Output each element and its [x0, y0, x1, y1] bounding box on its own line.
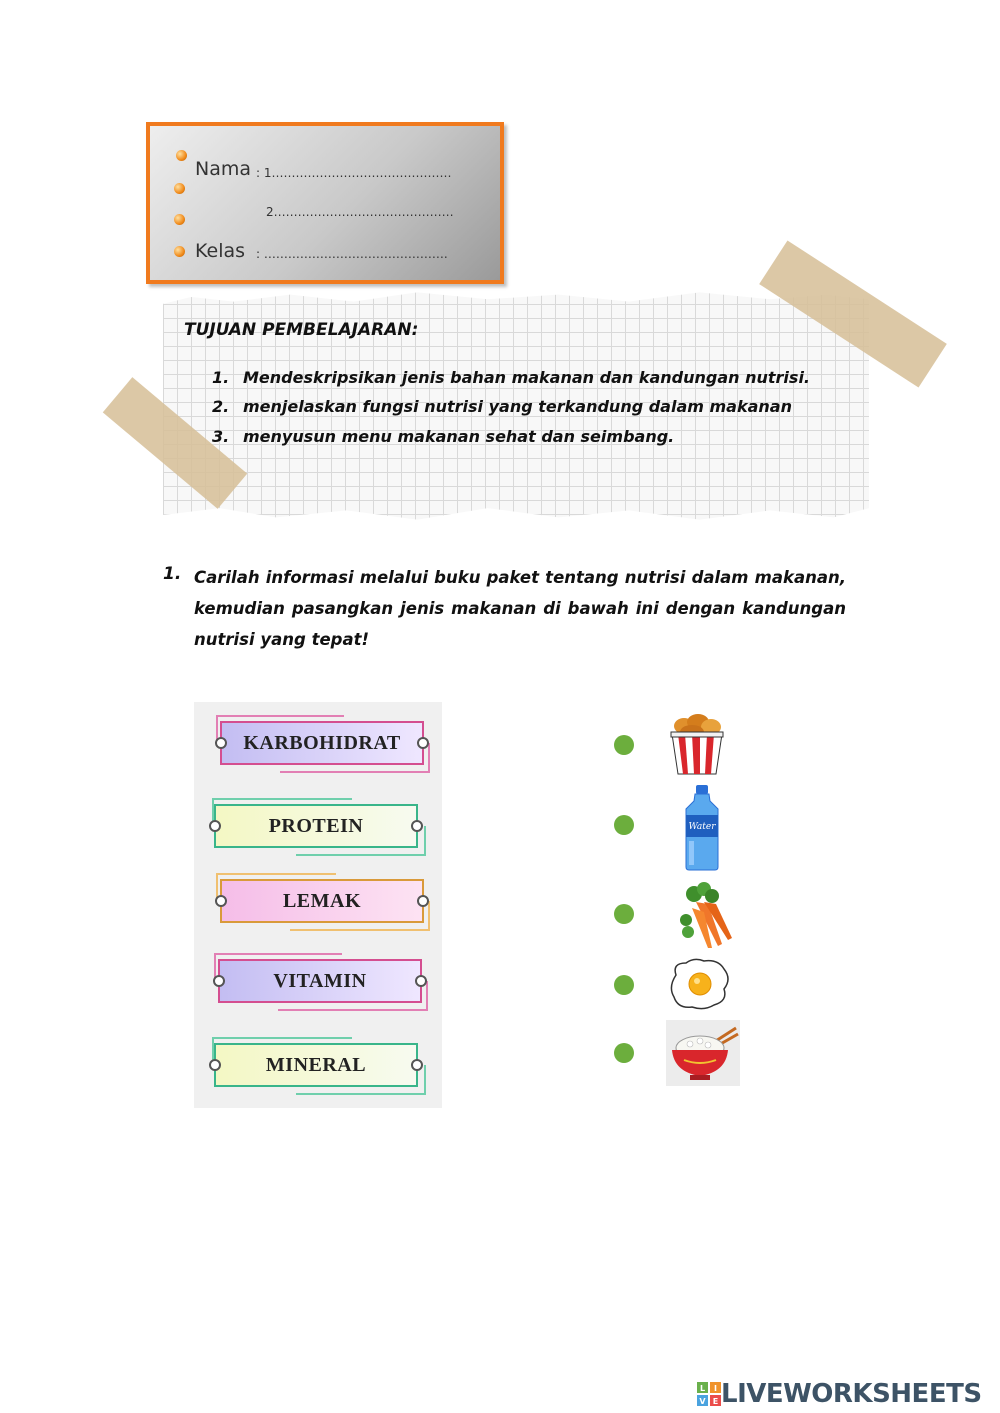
connector-dot[interactable] [213, 975, 225, 987]
kelas-label: Kelas [195, 240, 246, 262]
water-bottle-icon [682, 785, 722, 871]
connector-dot[interactable] [411, 1059, 423, 1071]
nutrient-label: VITAMIN [273, 969, 367, 992]
objective-item [212, 427, 674, 446]
svg-text:I: I [714, 1384, 717, 1393]
connector-dot[interactable] [215, 737, 227, 749]
objective-item [212, 397, 792, 416]
svg-text:E: E [712, 1397, 719, 1406]
question-number: 1. [163, 564, 182, 584]
objective-number: 3. [212, 427, 230, 446]
nama-label: Nama [195, 158, 252, 180]
nutrient-card-vitamin[interactable] [218, 959, 422, 1003]
nutrient-card-lemak[interactable] [220, 879, 424, 923]
nama-field-2[interactable]: 2……………………………………… [266, 205, 454, 219]
svg-text:V: V [699, 1397, 706, 1406]
connector-dot[interactable] [209, 1059, 221, 1071]
connector-dot[interactable] [209, 820, 221, 832]
connector-dot[interactable] [411, 820, 423, 832]
connector-dot[interactable] [417, 737, 429, 749]
nutrient-card-mineral[interactable] [214, 1043, 418, 1087]
objectives-title: TUJUAN PEMBELAJARAN: [184, 320, 419, 340]
match-dot-2[interactable] [614, 815, 634, 835]
objective-text: menyusun menu makanan sehat dan seimbang. [243, 427, 675, 446]
question-text: Carilah informasi melalui buku paket tentang nutrisi dalam makanan, kemudian pasangkan jenis makanan di bawah ini dengan kandungan nutrisi yang tepat! [194, 568, 846, 649]
connector-dot[interactable] [417, 895, 429, 907]
nutrient-card-protein[interactable] [214, 804, 418, 848]
liveworksheets-badge-icon [697, 1382, 721, 1406]
nutrient-label: PROTEIN [268, 814, 364, 837]
match-dot-3[interactable] [614, 904, 634, 924]
nutrient-label: LEMAK [282, 889, 362, 912]
fried-chicken-bucket-icon [666, 712, 728, 776]
bullet-icon [174, 214, 185, 225]
objective-text: menjelaskan fungsi nutrisi yang terkandung dalam makanan [243, 397, 792, 416]
liveworksheets-text: LIVEWORKSHEETS [721, 1379, 982, 1409]
objective-item [212, 368, 810, 387]
nutrient-card-karbohidrat[interactable] [220, 721, 424, 765]
match-dot-1[interactable] [614, 735, 634, 755]
liveworksheets-logo[interactable] [697, 1376, 982, 1412]
fried-egg-icon [668, 957, 732, 1011]
nutrient-label: MINERAL [265, 1053, 367, 1076]
rice-bowl-icon [666, 1020, 740, 1086]
match-dot-5[interactable] [614, 1043, 634, 1063]
nama-field-1[interactable]: : 1……………………………………… [256, 166, 452, 180]
connector-dot[interactable] [415, 975, 427, 987]
nutrient-label: KARBOHIDRAT [243, 731, 401, 754]
bottle-label: Water [688, 822, 716, 832]
bullet-icon [174, 246, 185, 257]
objective-number: 1. [212, 368, 230, 387]
bullet-icon [176, 150, 187, 161]
objective-text: Mendeskripsikan jenis bahan makanan dan kandungan nutrisi. [243, 368, 810, 387]
match-dot-4[interactable] [614, 975, 634, 995]
carrot-icon [676, 882, 734, 950]
svg-text:L: L [699, 1384, 706, 1393]
bullet-icon [174, 183, 185, 194]
connector-dot[interactable] [215, 895, 227, 907]
kelas-field[interactable]: : ………………………………………. [256, 247, 448, 261]
objective-number: 2. [212, 397, 230, 416]
identity-box [146, 122, 504, 284]
